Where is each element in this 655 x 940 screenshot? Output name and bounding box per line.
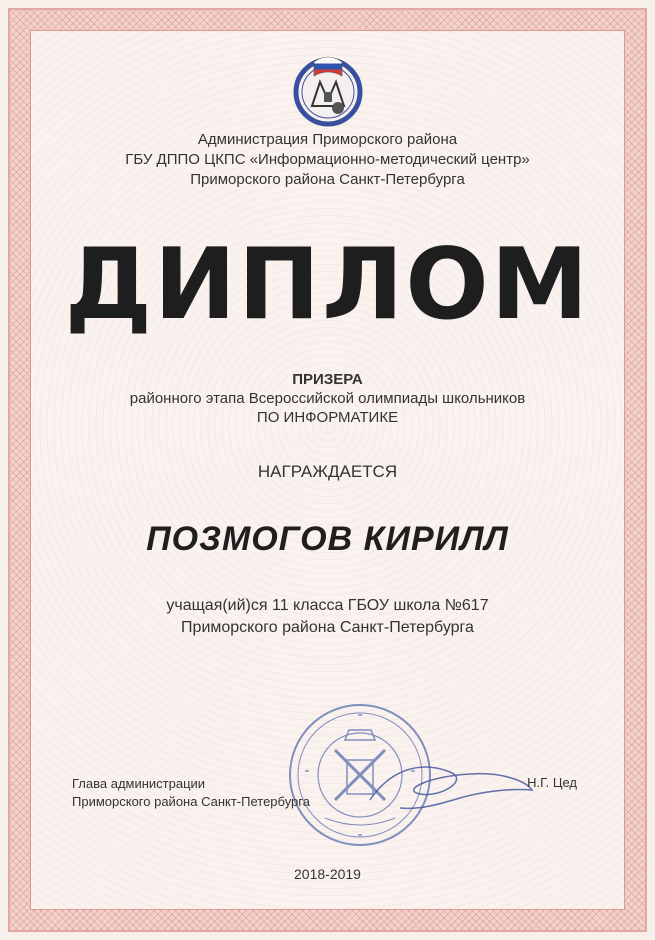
award-event-line-1: районного этапа Всероссийской олимпиады школьников [129,390,526,407]
recipient-line-1: учащая(ий)ся 11 класса ГБОУ школа №617 [166,597,489,614]
emblem-logo-icon [292,48,364,130]
recipient-name: ПОЗМОГОВ КИРИЛЛ [146,520,509,558]
signatory-position-line-1: Глава администрации [72,776,206,791]
organization-line-3: Приморского района Санкт-Петербурга [190,171,465,188]
organization-line-1: Администрация Приморского района [197,131,458,148]
recipient-details [30,595,625,639]
award-description [30,370,625,427]
signature-icon [360,750,540,820]
recipient-line-2: Приморского района Санкт-Петербурга [181,619,474,636]
academic-year: 2018-2019 [294,866,361,882]
signatory-name: Н.Г. Цед [527,775,577,790]
signatory-position [72,775,310,811]
award-event-line-2: ПО ИНФОРМАТИКЕ [256,409,399,426]
organization-line-2: ГБУ ДППО ЦКПС «Информационно-методический центр» [125,151,530,168]
diploma-content [30,30,625,910]
award-status: ПРИЗЕРА [292,371,363,388]
organization-header [30,130,625,190]
awarded-label: НАГРАЖДАЕТСЯ [257,462,398,481]
diploma-title: ДИПЛОМ [64,228,591,342]
signatory-position-line-2: Приморского района Санкт-Петербурга [72,794,310,809]
